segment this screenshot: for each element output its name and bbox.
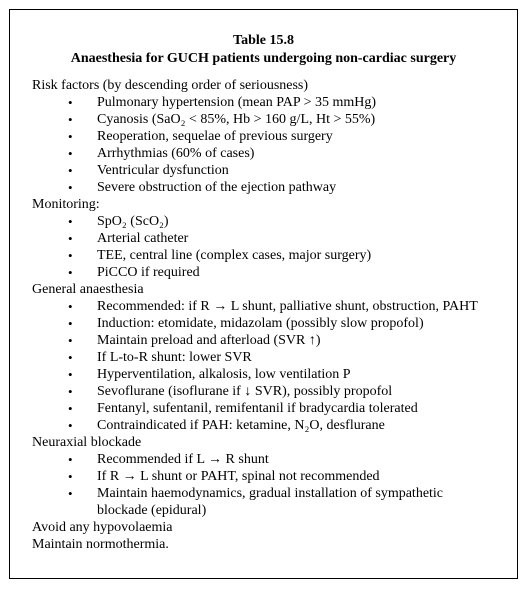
list-item: • TEE, central line (complex cases, major surgery) [68, 248, 372, 263]
bullet-icon: • [68, 163, 73, 178]
risk-factors-list [32, 94, 512, 196]
list-item: • Hyperventilation, alkalosis, low ventilation P [68, 367, 351, 382]
list-item: • Recommended if L → R shunt [68, 452, 269, 467]
list-item: • If L-to-R shunt: lower SVR [68, 350, 252, 365]
bullet-icon: • [68, 384, 73, 399]
bullet-icon: • [68, 265, 73, 280]
bullet-icon: • [68, 231, 73, 246]
footer-line-hypovolaemia: Avoid any hypovolaemia [32, 520, 173, 535]
list-item: • PiCCO if required [68, 265, 200, 280]
bullet-icon: • [68, 469, 73, 484]
list-item: • SpO₂ (ScO₂) [68, 214, 169, 229]
bullet-icon: • [68, 452, 73, 467]
section-heading: General anaesthesia [32, 282, 144, 297]
bullet-icon: • [68, 333, 73, 348]
list-item: • Pulmonary hypertension (mean PAP > 35 mmHg) [68, 95, 377, 110]
list-item: • Maintain preload and afterload (SVR ↑) [68, 333, 321, 348]
list-item: • Fentanyl, sufentanil, remifentanil if bradycardia tolerated [68, 401, 418, 416]
bullet-icon: • [68, 486, 73, 501]
section-heading: Monitoring: [32, 197, 100, 212]
section-heading: Neuraxial blockade [32, 435, 142, 450]
table-title: Anaesthesia for GUCH patients undergoing non-cardiac surgery [70, 51, 457, 66]
list-item: • Reoperation, sequelae of previous surgery [68, 129, 333, 144]
section-general-anaesthesia [32, 281, 512, 434]
list-item: • Severe obstruction of the ejection pathway [68, 180, 337, 195]
section-monitoring [32, 196, 512, 281]
list-item: • Ventricular dysfunction [68, 163, 229, 178]
bullet-icon: • [68, 112, 73, 127]
footer-line-normothermia: Maintain normothermia. [32, 537, 169, 552]
section-heading: Risk factors (by descending order of seriousness) [32, 78, 309, 93]
list-item: • Maintain haemodynamics, gradual installation of sympathetic blockade (epidural) [68, 486, 444, 518]
bullet-icon: • [68, 214, 73, 229]
bullet-icon: • [68, 299, 73, 314]
bullet-icon: • [68, 95, 73, 110]
list-item: • Arterial catheter [68, 231, 189, 246]
bullet-icon: • [68, 129, 73, 144]
list-item: • Contraindicated if PAH: ketamine, N₂O, desflurane [68, 418, 385, 433]
bullet-icon: • [68, 418, 73, 433]
section-neuraxial-blockade [32, 434, 512, 519]
table-content [32, 77, 512, 553]
bullet-icon: • [68, 146, 73, 161]
list-item: • Sevoflurane (isoflurane if ↓ SVR), possibly propofol [68, 384, 393, 399]
bullet-icon: • [68, 350, 73, 365]
bullet-icon: • [68, 367, 73, 382]
list-item: • Recommended: if R → L shunt, palliative shunt, obstruction, PAHT [68, 299, 478, 314]
general-anaesthesia-list [32, 298, 512, 434]
bullet-icon: • [68, 316, 73, 331]
list-item: • If R → L shunt or PAHT, spinal not recommended [68, 469, 380, 484]
bullet-icon: • [68, 401, 73, 416]
list-item: • Cyanosis (SaO₂ < 85%, Hb > 160 g/L, Ht > 55%) [68, 112, 376, 127]
table-number: Table 15.8 [233, 33, 294, 48]
bullet-icon: • [68, 248, 73, 263]
neuraxial-blockade-list [32, 451, 512, 519]
list-item: • Arrhythmias (60% of cases) [68, 146, 255, 161]
section-risk-factors [32, 77, 512, 196]
list-item: • Induction: etomidate, midazolam (possibly slow propofol) [68, 316, 424, 331]
bullet-icon: • [68, 180, 73, 195]
monitoring-list [32, 213, 512, 281]
